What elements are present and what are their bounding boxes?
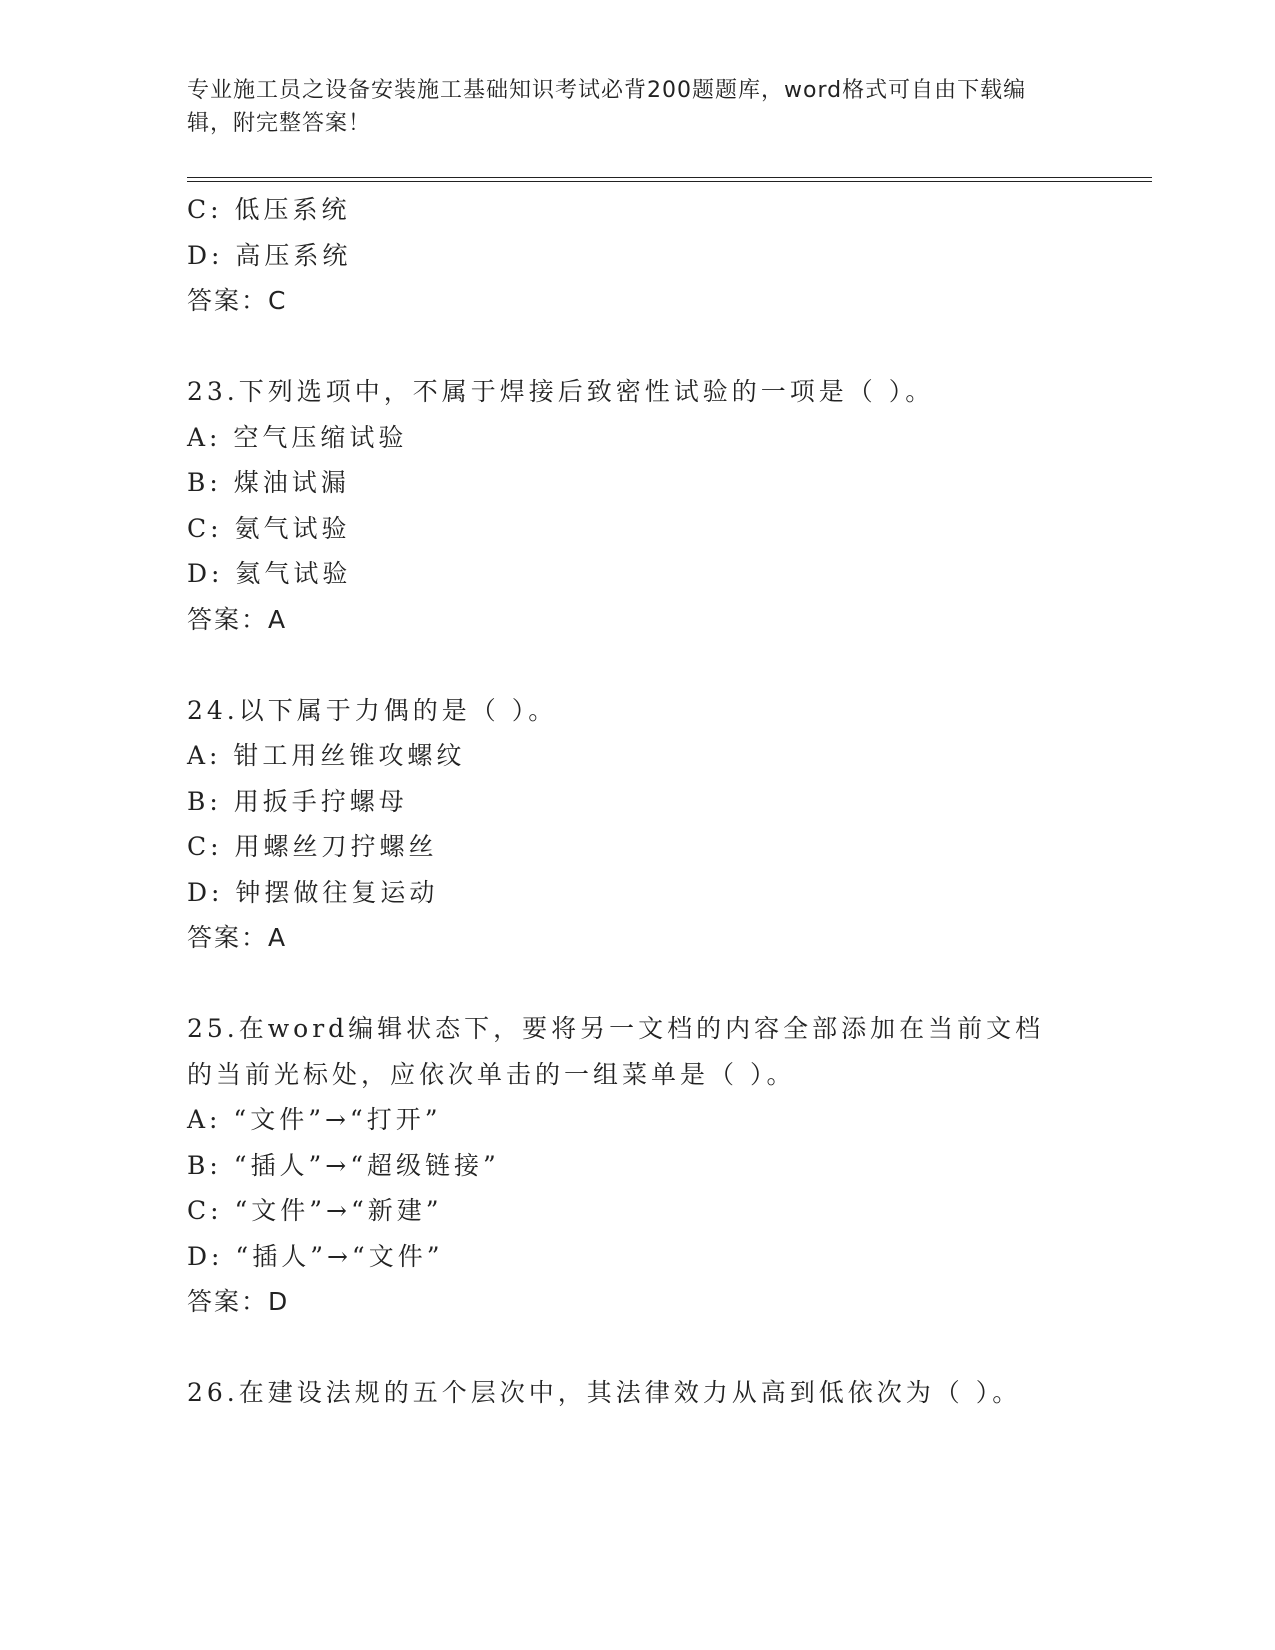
question-24 <box>187 688 1087 961</box>
question-text: 23.下列选项中，不属于焊接后致密性试验的一项是（ ）。 <box>187 377 935 406</box>
option-a: A: “文件”→“打开” <box>187 1105 442 1134</box>
option-d: D: “插人”→“文件” <box>187 1241 444 1271</box>
option-c: C: “文件”→“新建” <box>187 1196 443 1225</box>
answer: 答案：D <box>187 1287 290 1316</box>
header-title: 专业施工员之设备安装施工基础知识考试必背200题题库，word格式可自由下载编辑，附完整答案！ <box>187 78 1027 136</box>
spacer <box>187 324 1087 370</box>
question-text: 25.在word编辑状态下，要将另一文档的内容全部添加在当前文档的当前光标处，应依次单击的一组菜单是（ ）。 <box>187 1014 1045 1089</box>
question-text: 26.在建设法规的五个层次中，其法律效力从高到低依次为（ ）。 <box>187 1378 1022 1407</box>
continued-question <box>187 187 1087 324</box>
answer: 答案：A <box>187 923 288 952</box>
option-b: B: 用扳手拧螺母 <box>187 786 408 816</box>
option-c: C: 低压系统 <box>187 195 351 224</box>
option-c: C: 氨气试验 <box>187 513 351 543</box>
document-body <box>187 187 1087 1416</box>
spacer <box>187 642 1087 688</box>
option-a: A: 空气压缩试验 <box>187 422 408 452</box>
question-text: 24.以下属于力偶的是（ ）。 <box>187 695 558 725</box>
document-header <box>187 74 1067 140</box>
option-c: C: 用螺丝刀拧螺丝 <box>187 832 438 861</box>
option-a: A: 钳工用丝锥攻螺纹 <box>187 741 466 770</box>
option-b: B: “插人”→“超级链接” <box>187 1150 500 1180</box>
question-23 <box>187 369 1087 642</box>
spacer <box>187 1325 1087 1371</box>
option-d: D: 钟摆做往复运动 <box>187 877 439 907</box>
question-25 <box>187 1006 1087 1325</box>
option-d: D: 高压系统 <box>187 240 352 270</box>
answer: 答案：C <box>187 286 288 315</box>
header-divider <box>187 177 1152 182</box>
spacer <box>187 961 1087 1007</box>
question-26 <box>187 1370 1087 1416</box>
option-b: B: 煤油试漏 <box>187 468 350 497</box>
answer: 答案：A <box>187 604 288 634</box>
option-d: D: 氦气试验 <box>187 559 352 588</box>
